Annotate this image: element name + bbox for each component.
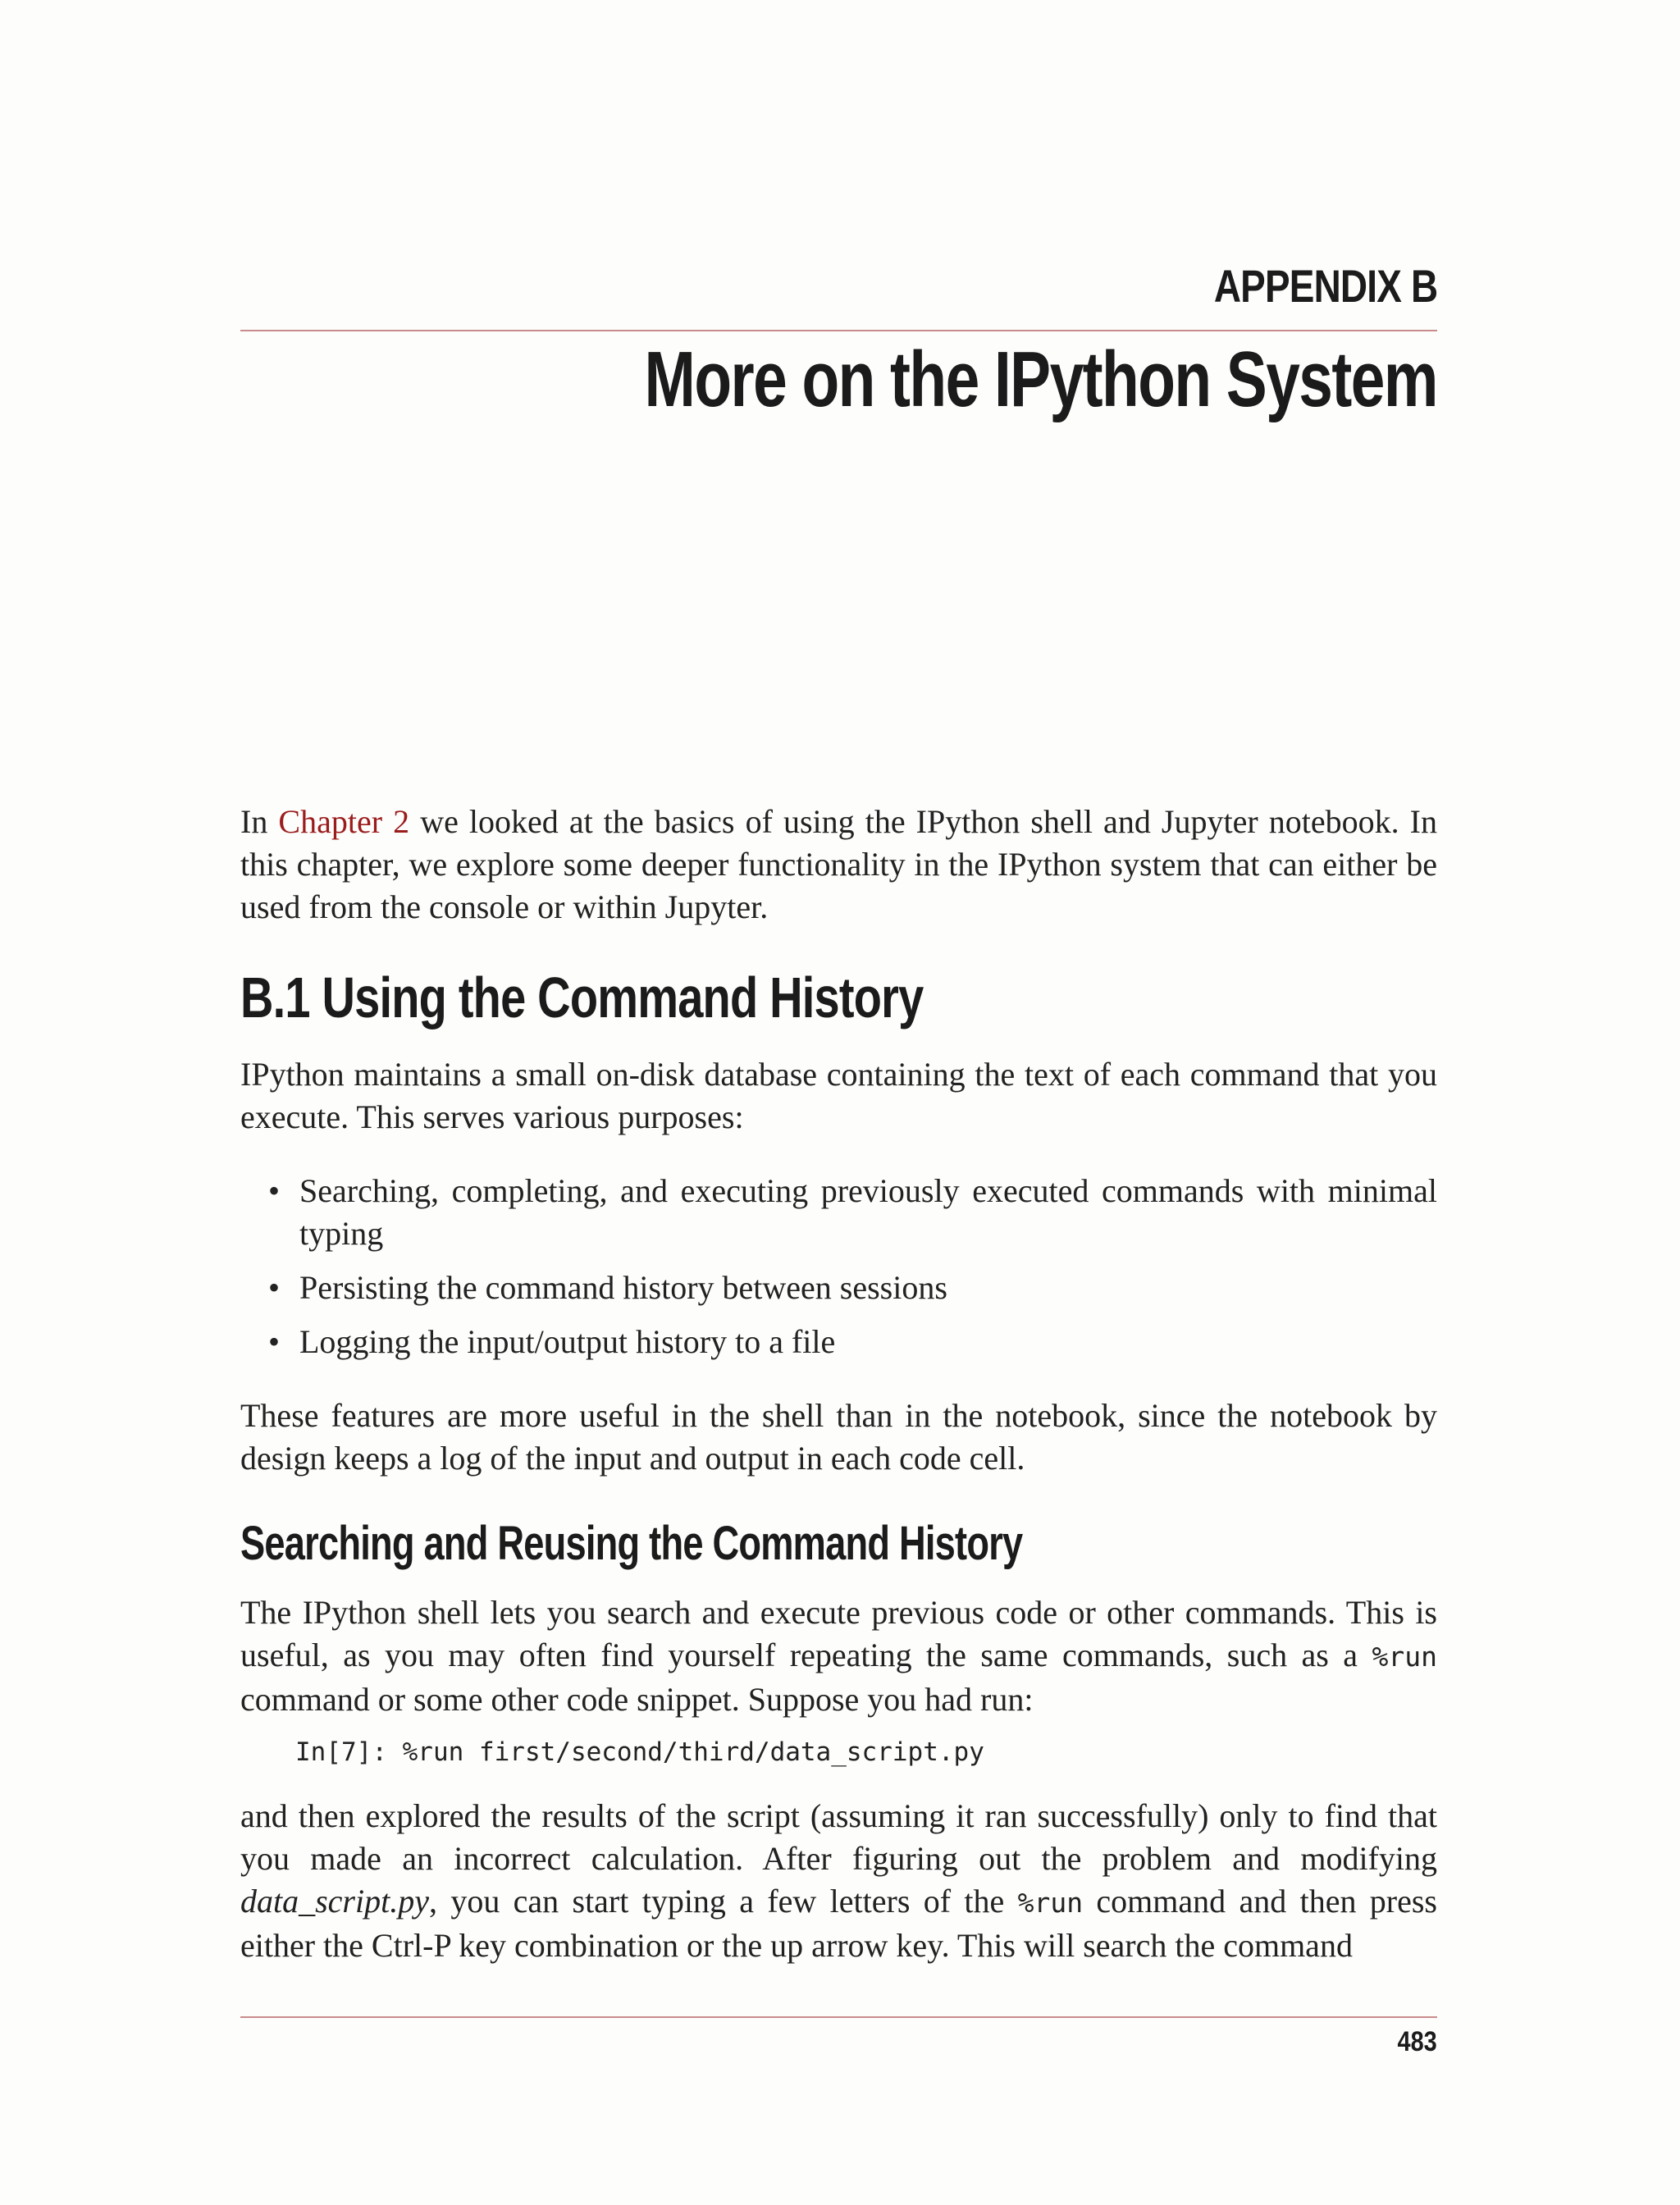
inline-code: %run	[1017, 1887, 1084, 1919]
page-number: 483	[1397, 2026, 1437, 2057]
list-item-text: Logging the input/output history to a file	[299, 1323, 836, 1360]
chapter-2-link[interactable]: Chapter 2	[278, 803, 410, 840]
footer-rule	[240, 2016, 1437, 2018]
chapter-title: More on the IPython System	[644, 336, 1437, 423]
code-block: In[7]: %run first/second/third/data_script.py	[295, 1737, 984, 1767]
intro-paragraph	[240, 801, 1437, 929]
subsection-title: Searching and Reusing the Command History	[240, 1517, 1023, 1570]
subsection-paragraph-1	[240, 1591, 1437, 1721]
bullet-dot: •	[268, 1269, 281, 1306]
list-item	[240, 1321, 1437, 1363]
intro-prefix: In	[240, 803, 279, 840]
section-paragraph: IPython maintains a small on-disk database containing the text of each command that you execute. This serves various purposes:	[240, 1056, 1437, 1135]
inline-code: %run	[1372, 1641, 1437, 1673]
bullet-dot: •	[268, 1172, 281, 1209]
section-title: B.1 Using the Command History	[240, 966, 924, 1029]
appendix-label: APPENDIX B	[1213, 260, 1437, 312]
intro-rest: we looked at the basics of using the IPython shell and Jupyter notebook. In this chapter, we explore some deeper functionality in the IPython system that can either be used from the console or within Jupyter.	[240, 803, 1437, 925]
para-text: and then explored the results of the script (assuming it ran successfully) only to find that you made an incorrect calculation. After figuring out the problem and modifying	[240, 1797, 1437, 1877]
header-rule	[240, 330, 1437, 331]
bullet-dot: •	[268, 1323, 281, 1360]
list-item-text: Persisting the command history between sessions	[299, 1269, 947, 1306]
after-bullets-paragraph: These features are more useful in the shell than in the notebook, since the notebook by design keeps a log of the input and output in each code cell.	[240, 1397, 1437, 1477]
list-item	[240, 1267, 1437, 1309]
list-item-text: Searching, completing, and executing previously executed commands with minimal typing	[299, 1172, 1437, 1252]
para-text: , you can start typing a few letters of the	[428, 1883, 1018, 1920]
para-text: command and then press either the Ctrl-P key combination or the up arrow key. This will search the command	[240, 1883, 1437, 1964]
list-item	[240, 1170, 1437, 1255]
feature-list	[240, 1170, 1437, 1375]
para-text: command or some other code snippet. Suppose you had run:	[240, 1681, 1034, 1718]
filename: data_script.py	[240, 1883, 429, 1920]
para-text: The IPython shell lets you search and execute previous code or other commands. This is useful, as you may often find yourself repeating the same commands, such as a	[240, 1594, 1437, 1673]
subsection-paragraph-2	[240, 1795, 1437, 1967]
